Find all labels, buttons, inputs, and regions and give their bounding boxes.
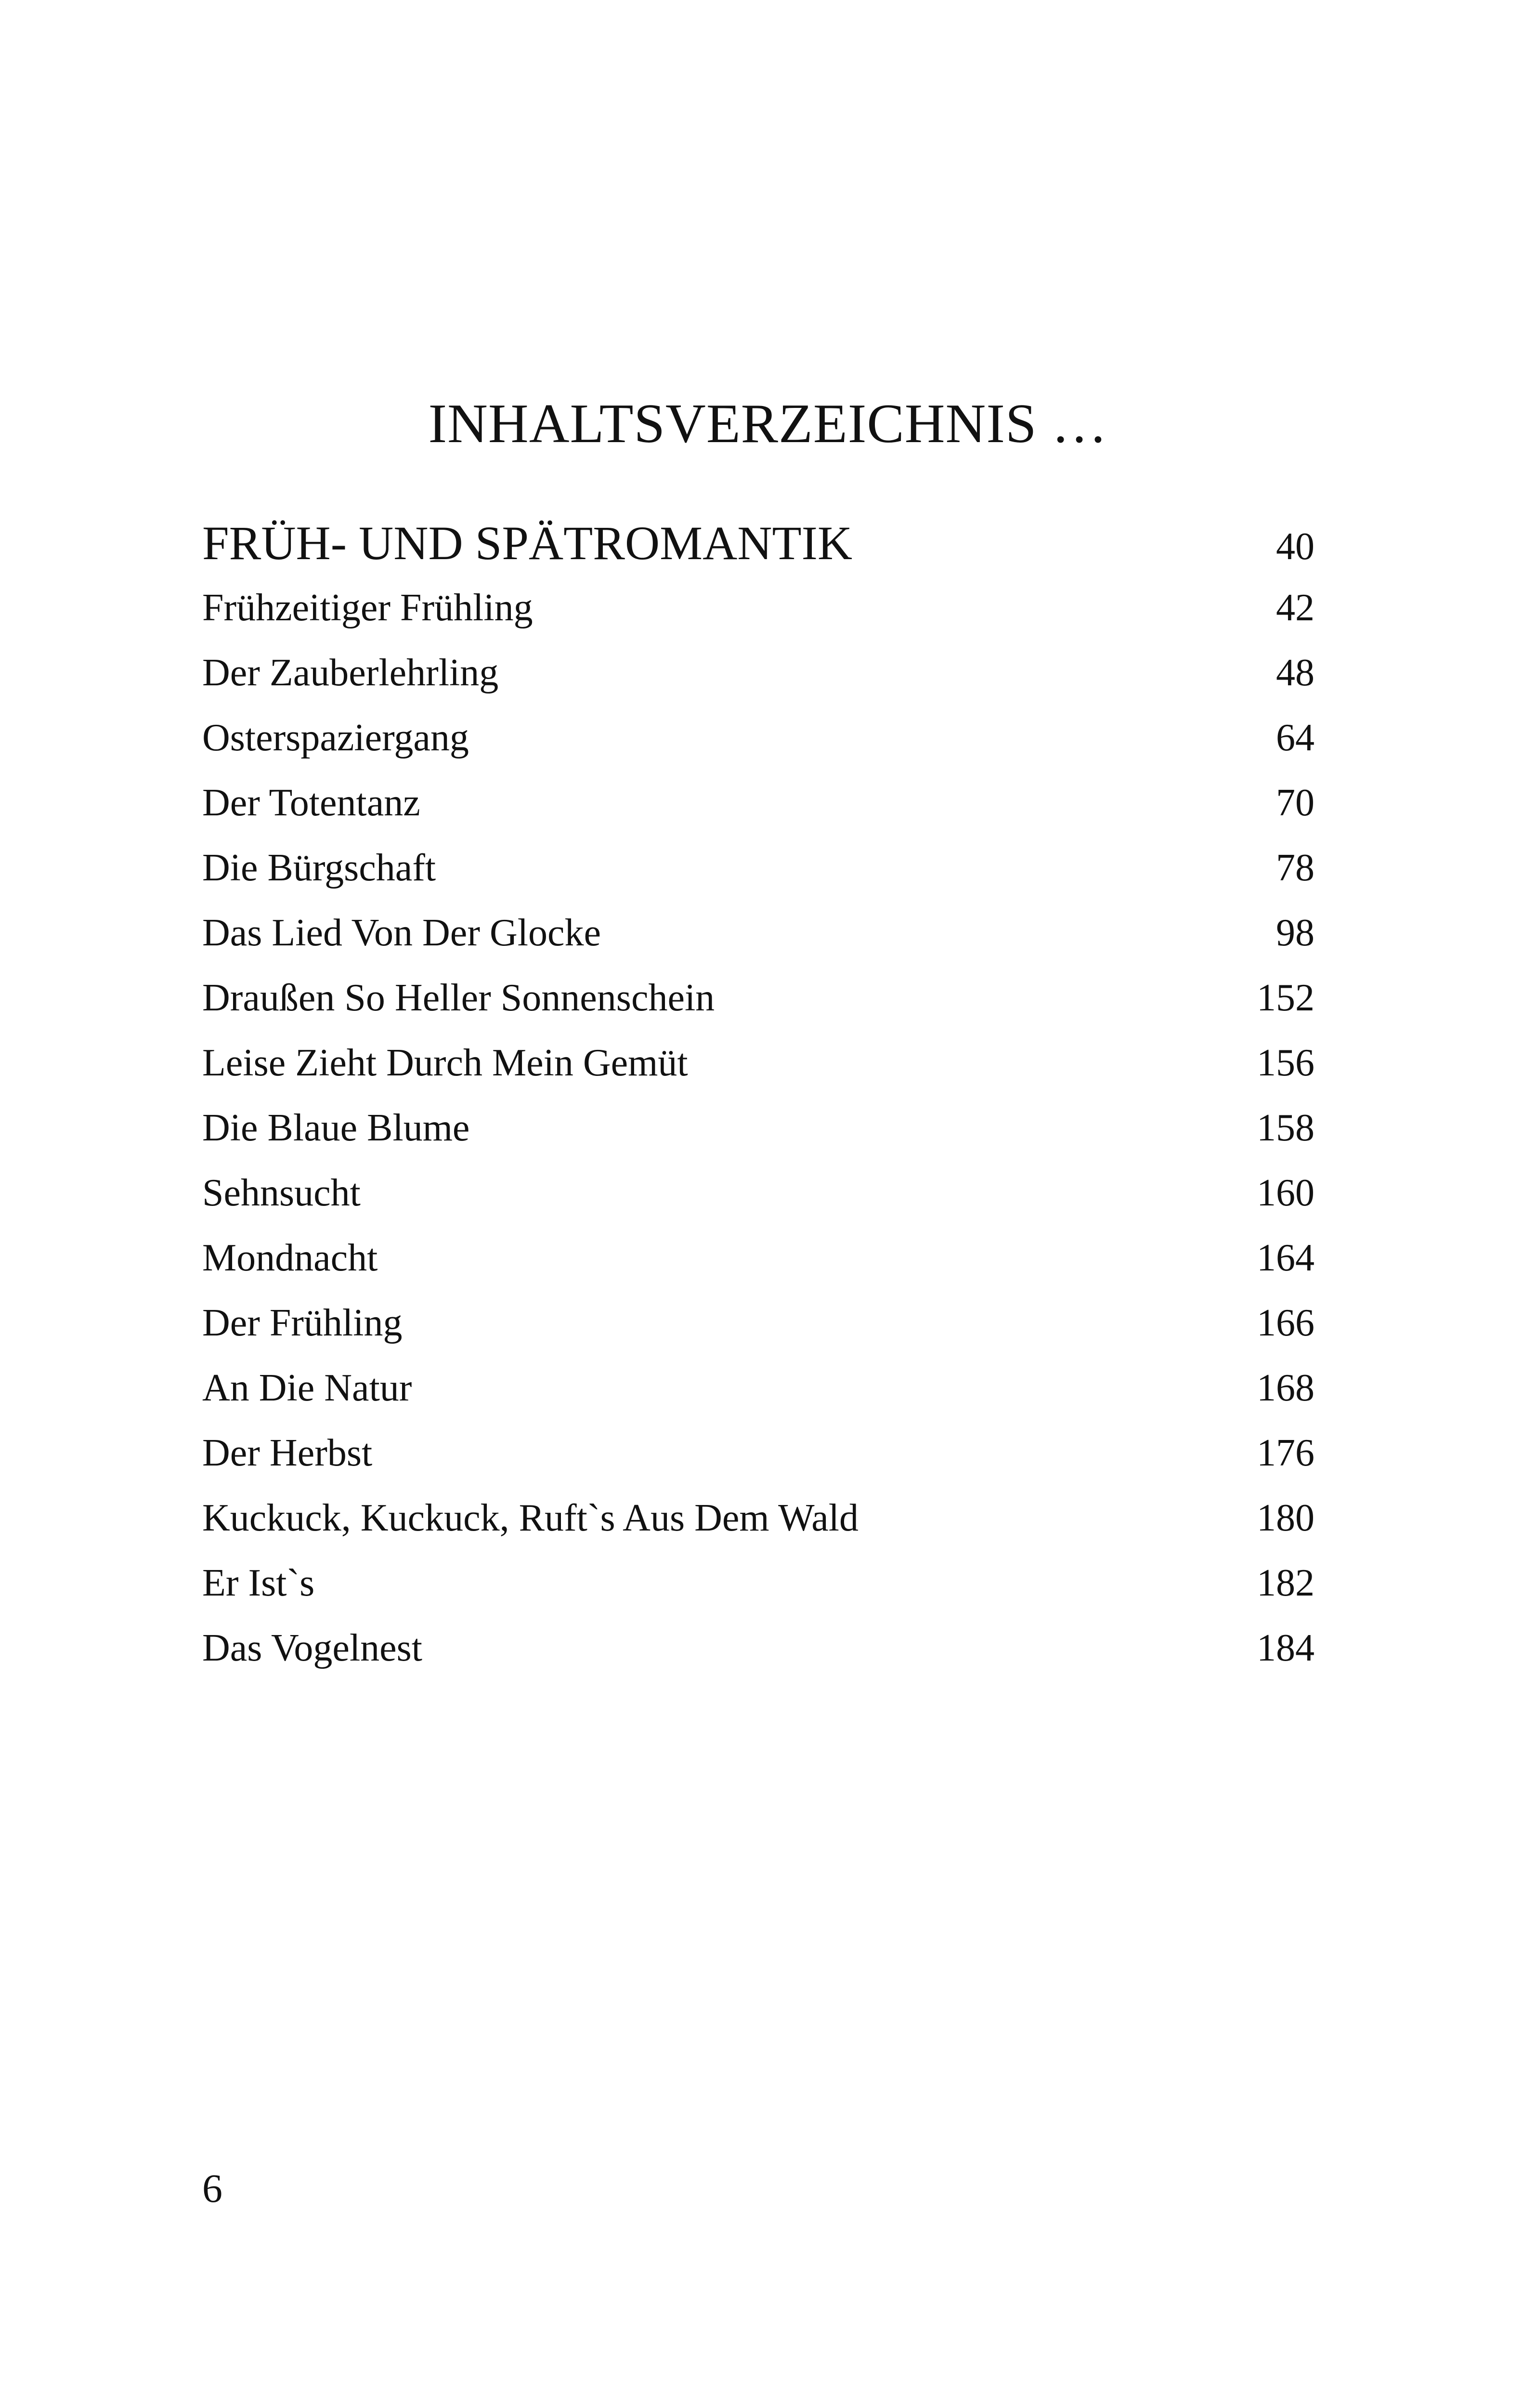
toc-entry-label: Draußen So Heller Sonnenschein: [202, 977, 715, 1019]
toc-entry-label: Der Totentanz: [202, 782, 420, 824]
toc-entry-label: Der Herbst: [202, 1432, 373, 1474]
toc-entry: [202, 1291, 1315, 1356]
toc-entry-page: 164: [1257, 1237, 1315, 1279]
toc-entry-page: 48: [1276, 652, 1315, 694]
toc-entry-label: Das Vogelnest: [202, 1627, 423, 1669]
toc-entry-page: 166: [1257, 1302, 1315, 1344]
toc-entry-label: Frühzeitiger Frühling: [202, 587, 533, 629]
toc-entry-page: 98: [1276, 912, 1315, 954]
toc-entry-label: Der Zauberlehrling: [202, 652, 499, 694]
toc-entry: [202, 641, 1315, 706]
toc-entry-page: 70: [1276, 782, 1315, 824]
toc-entry: [202, 576, 1315, 641]
toc-entry: [202, 1551, 1315, 1616]
toc-entry: [202, 966, 1315, 1031]
toc-entry: [202, 1486, 1315, 1551]
toc-title: INHALTSVERZEICHNIS …: [428, 393, 1108, 455]
toc-entry: [202, 1161, 1315, 1226]
toc-section-row: [202, 510, 1315, 576]
toc-entry-label: Sehnsucht: [202, 1172, 361, 1214]
toc-entry-label: Die Blaue Blume: [202, 1107, 470, 1149]
toc-entry-page: 64: [1276, 717, 1315, 759]
toc-entry-page: 152: [1257, 977, 1315, 1019]
toc-entry-page: 156: [1257, 1042, 1315, 1084]
toc-entry-label: Er Ist`s: [202, 1562, 315, 1604]
toc-entry-label: An Die Natur: [202, 1367, 412, 1409]
toc-entry-label: Kuckuck, Kuckuck, Ruft`s Aus Dem Wald: [202, 1497, 859, 1539]
toc-entry-page: 180: [1257, 1497, 1315, 1539]
toc-section-page: 40: [1276, 525, 1315, 568]
page-number: 6: [202, 2166, 222, 2211]
toc-entry-label: Osterspaziergang: [202, 717, 469, 759]
toc-entry-page: 176: [1257, 1432, 1315, 1474]
toc-entry: [202, 1616, 1315, 1681]
toc-entry-page: 158: [1257, 1107, 1315, 1149]
toc-entry-label: Die Bürgschaft: [202, 847, 436, 889]
toc-entry-page: 42: [1276, 587, 1315, 629]
toc-entry-page: 78: [1276, 847, 1315, 889]
toc-entry: [202, 1356, 1315, 1421]
toc-entry-page: 182: [1257, 1562, 1315, 1604]
toc-entry: [202, 1031, 1315, 1096]
toc-list: [202, 510, 1315, 1681]
toc-entry: [202, 1421, 1315, 1486]
toc-entry-label: Das Lied Von Der Glocke: [202, 912, 601, 954]
toc-entry-page: 184: [1257, 1627, 1315, 1669]
toc-entry: [202, 1226, 1315, 1291]
toc-entry: [202, 1096, 1315, 1161]
toc-entry: [202, 706, 1315, 771]
toc-entry-label: Leise Zieht Durch Mein Gemüt: [202, 1042, 688, 1084]
toc-entry: [202, 836, 1315, 901]
toc-entry-page: 168: [1257, 1367, 1315, 1409]
toc-entry: [202, 901, 1315, 966]
toc-section-label: FRÜH- UND SPÄTROMANTIK: [202, 516, 853, 570]
toc-entry-page: 160: [1257, 1172, 1315, 1214]
toc-entry-label: Der Frühling: [202, 1302, 403, 1344]
toc-entry: [202, 771, 1315, 836]
toc-entry-label: Mondnacht: [202, 1237, 378, 1279]
